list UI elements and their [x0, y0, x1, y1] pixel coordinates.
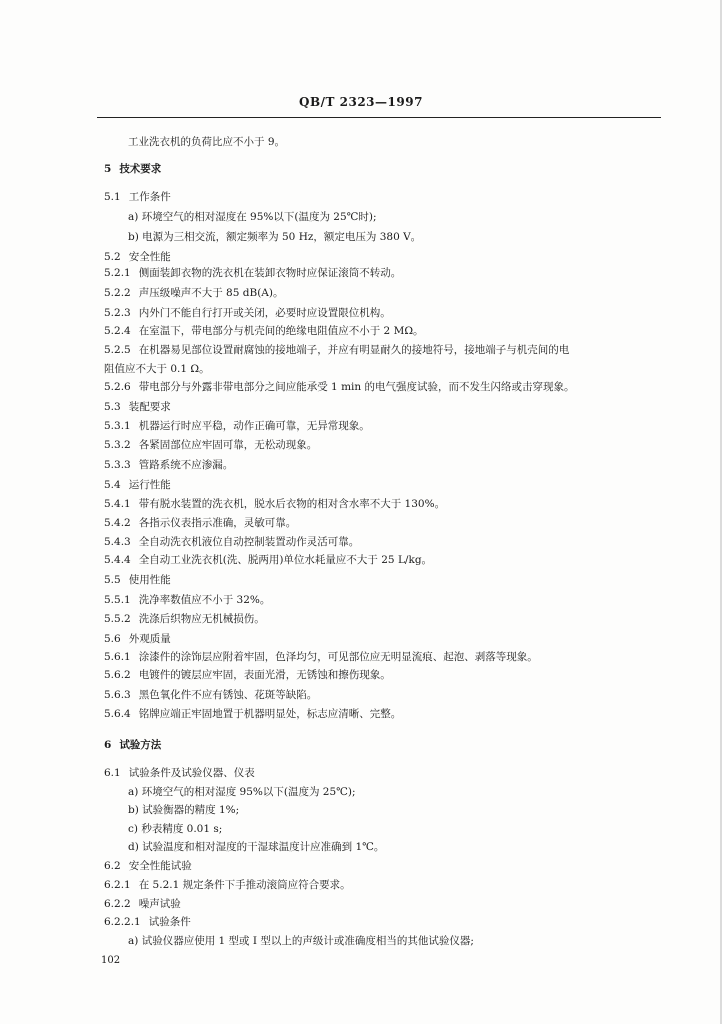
text-line [128, 803, 239, 817]
clause-number: 5.2 [104, 251, 121, 263]
clause-text: 洗净率数值应不小于 32%。 [138, 594, 271, 606]
paragraph-text: a) 环境空气的相对湿度 95%以下(温度为 25℃); [128, 786, 356, 798]
page-header: QB/T 2323—1997 [299, 95, 423, 109]
clause-number: 5.5.1 [104, 594, 131, 606]
paragraph-text: b) 电源为三相交流，额定频率为 50 Hz，额定电压为 380 V。 [128, 231, 422, 243]
clause-number: 6.2.1 [104, 879, 131, 891]
clause-text: 使用性能 [128, 574, 171, 586]
clause-text: 涂漆件的涂饰层应附着牢固，色泽均匀，可见部位应无明显流痕、起泡、剥落等现象。 [138, 651, 538, 663]
clause-number: 5.6.4 [104, 708, 131, 720]
clause-line [104, 859, 192, 873]
clause-line [104, 632, 171, 646]
text-line [128, 785, 356, 799]
clause-text: 试验方法 [119, 739, 162, 751]
clause-line [104, 380, 575, 394]
clause-number: 5.2.3 [104, 307, 131, 319]
clause-number: 6 [104, 739, 112, 751]
clause-text: 在机器易见部位设置耐腐蚀的接地端子，并应有明显耐久的接地符号，接地端子与机壳间的电 [138, 344, 570, 356]
clause-number: 5.2.4 [104, 325, 131, 337]
clause-number: 6.2.2.1 [104, 916, 141, 928]
text-line [128, 840, 384, 854]
text-line [128, 934, 474, 948]
clause-line [104, 897, 181, 911]
clause-text: 各紧固部位应牢固可靠，无松动现象。 [138, 439, 318, 451]
clause-text: 外观质量 [128, 633, 171, 645]
clause-text: 在 5.2.1 规定条件下手推动滚筒应符合要求。 [138, 879, 351, 891]
clause-text: 安全性能试验 [128, 860, 192, 872]
clause-text: 噪声试验 [138, 898, 181, 910]
text-line [128, 210, 377, 224]
paragraph-text: 阻值应不大于 0.1 Ω。 [104, 363, 210, 375]
clause-number: 5.4.3 [104, 536, 131, 548]
clause-text: 全自动洗衣机液位自动控制装置动作灵活可靠。 [138, 536, 360, 548]
clause-number: 5.2.6 [104, 381, 131, 393]
header-rule [97, 117, 661, 118]
clause-line [104, 497, 445, 511]
paragraph-text: b) 试验衡器的精度 1%; [128, 804, 240, 816]
clause-line [104, 535, 359, 549]
clause-text: 全自动工业洗衣机(洗、脱两用)单位水耗量应不大于 25 L/kg。 [138, 554, 433, 566]
clause-line [104, 286, 283, 300]
clause-text: 安全性能 [128, 251, 171, 263]
clause-line [104, 738, 161, 752]
clause-line [104, 573, 171, 587]
text-line [128, 135, 285, 149]
clause-number: 5.6 [104, 633, 121, 645]
clause-line [104, 162, 161, 176]
clause-line [104, 400, 171, 414]
text-line [128, 822, 222, 836]
clause-line [104, 707, 401, 721]
clause-text: 管路系统不应渗漏。 [138, 459, 234, 471]
page-number: 102 [101, 955, 121, 966]
clause-number: 5.2.5 [104, 344, 131, 356]
clause-line [104, 306, 391, 320]
clause-number: 5.4.1 [104, 498, 131, 510]
clause-number: 5.4.2 [104, 517, 131, 529]
clause-number: 5.3 [104, 401, 121, 413]
clause-text: 各指示仪表指示准确，灵敏可靠。 [138, 517, 297, 529]
clause-text: 试验条件 [148, 916, 191, 928]
text-line [128, 230, 421, 244]
clause-line [104, 190, 171, 204]
clause-line [104, 650, 538, 664]
clause-line [104, 593, 270, 607]
clause-number: 6.1 [104, 767, 121, 779]
clause-text: 侧面装卸衣物的洗衣机在装卸衣物时应保证滚筒不转动。 [138, 267, 402, 279]
clause-number: 5 [104, 163, 112, 175]
clause-text: 黑色氧化件不应有锈蚀、花斑等缺陷。 [138, 689, 318, 701]
clause-number: 6.2.2 [104, 898, 131, 910]
clause-line [104, 553, 432, 567]
clause-number: 5.2.1 [104, 267, 131, 279]
clause-number: 5.1 [104, 191, 121, 203]
clause-number: 5.4 [104, 479, 121, 491]
clause-line [104, 688, 317, 702]
clause-number: 5.6.3 [104, 689, 131, 701]
paragraph-text: a) 环境空气的相对湿度在 95%以下(温度为 25℃时); [128, 211, 377, 223]
clause-text: 运行性能 [128, 479, 171, 491]
clause-line [104, 612, 265, 626]
clause-text: 带有脱水装置的洗衣机，脱水后衣物的相对含水率不大于 130%。 [138, 498, 446, 510]
clause-number: 5.2.2 [104, 287, 131, 299]
clause-line [104, 324, 424, 338]
paragraph-text: 工业洗衣机的负荷比应不小于 9。 [128, 136, 286, 148]
clause-line [104, 478, 171, 492]
clause-text: 装配要求 [128, 401, 171, 413]
clause-line [104, 766, 255, 780]
clause-line [104, 266, 401, 280]
paragraph-text: d) 试验温度和相对湿度的干湿球温度计应准确到 1℃。 [128, 841, 385, 853]
clause-line [104, 516, 296, 530]
clause-line [104, 668, 391, 682]
clause-number: 5.3.3 [104, 459, 131, 471]
clause-line [104, 250, 171, 264]
clause-text: 机器运行时应平稳，动作正确可靠，无异常现象。 [138, 420, 370, 432]
paragraph-text: a) 试验仪器应使用 1 型或 I 型以上的声级计或准确度相当的其他试验仪器; [128, 935, 474, 947]
clause-text: 电镀件的镀层应牢固，表面光滑，无锈蚀和擦伤现象。 [138, 669, 391, 681]
clause-line [104, 915, 191, 929]
clause-number: 5.3.2 [104, 439, 131, 451]
clause-text: 声压级噪声不大于 85 dB(A)。 [138, 287, 284, 299]
clause-text: 技术要求 [119, 163, 162, 175]
clause-text: 内外门不能自行打开或关闭，必要时应设置限位机构。 [138, 307, 391, 319]
clause-line [104, 438, 317, 452]
clause-number: 5.5.2 [104, 613, 131, 625]
clause-text: 带电部分与外露非带电部分之间应能承受 1 min 的电气强度试验，而不发生闪络或击穿现象。 [138, 381, 575, 393]
clause-text: 铭牌应端正牢固地置于机器明显处，标志应清晰、完整。 [138, 708, 402, 720]
clause-text: 工作条件 [128, 191, 171, 203]
clause-number: 5.6.2 [104, 669, 131, 681]
clause-line [104, 458, 233, 472]
clause-number: 5.3.1 [104, 420, 131, 432]
clause-number: 5.5 [104, 574, 121, 586]
clause-line [104, 343, 569, 357]
clause-line [104, 419, 370, 433]
paragraph-text: c) 秒表精度 0.01 s; [128, 823, 223, 835]
clause-number: 6.2 [104, 860, 121, 872]
clause-line [104, 878, 351, 892]
clause-text: 在室温下，带电部分与机壳间的绝缘电阻值应不小于 2 MΩ。 [138, 325, 424, 337]
clause-text: 试验条件及试验仪器、仪表 [128, 767, 255, 779]
text-line [104, 362, 210, 376]
clause-text: 洗涤后织物应无机械损伤。 [138, 613, 265, 625]
clause-number: 5.6.1 [104, 651, 131, 663]
clause-number: 5.4.4 [104, 554, 131, 566]
